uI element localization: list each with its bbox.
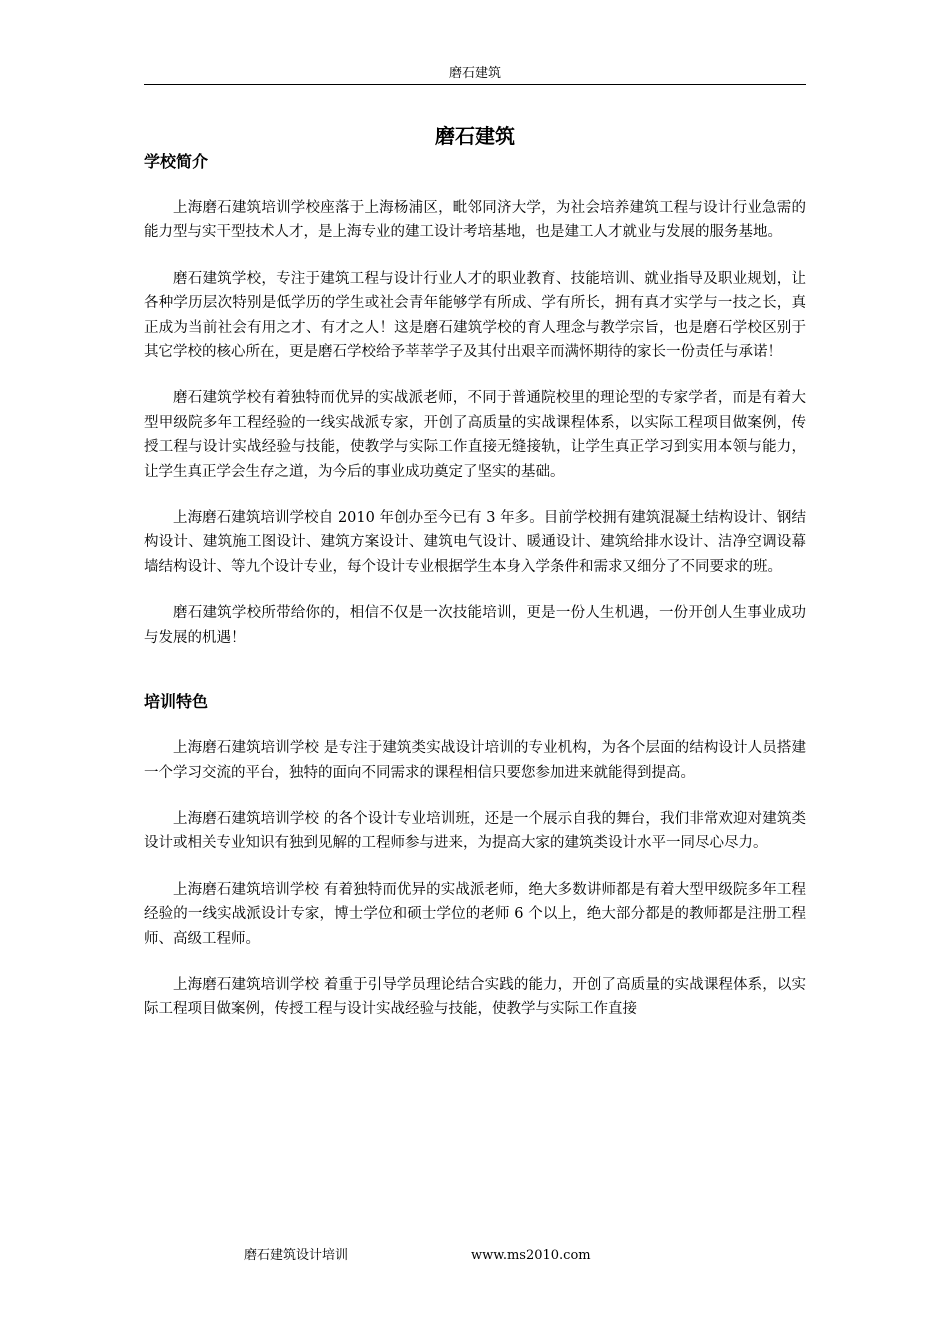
paragraph: 磨石建筑学校有着独特而优异的实战派老师，不同于普通院校里的理论型的专家学者，而是有着大型甲级院多年工程经验的一线实战派专家，开创了高质量的实战课程体系，以实际工程项目做案例，传授工程与设计实战经验与技能，使教学与实际工作直接无缝接轨，让学生真正学习到实用本领与能力，让学生真正学会生存之道，为今后的事业成功奠定了坚实的基础。: [144, 390, 806, 480]
paragraph: 上海磨石建筑培训学校 着重于引导学员理论结合实践的能力，开创了高质量的实战课程体系，以实际工程项目做案例，传授工程与设计实战经验与技能，使教学与实际工作直接: [144, 976, 806, 1018]
paragraph: 上海磨石建筑培训学校自 2010 年创办至今已有 3 年多。目前学校拥有建筑混凝土结构设计、钢结构设计、建筑施工图设计、建筑方案设计、建筑电气设计、暖通设计、建筑给排水设计、洁净空调设幕墙结构设计、等九个设计专业，每个设计专业根据学生本身入学条件和需求又细分了不同要求的班。: [144, 510, 806, 575]
footer-website: www.ms2010.com: [471, 1248, 591, 1263]
paragraph: 上海磨石建筑培训学校座落于上海杨浦区，毗邻同济大学，为社会培养建筑工程与设计行业急需的能力型与实干型技术人才，是上海专业的建工设计考培基地，也是建工人才就业与发展的服务基地。: [144, 200, 806, 241]
document-title: 磨石建筑: [435, 124, 515, 148]
paragraph: 上海磨石建筑培训学校 是专注于建筑类实战设计培训的专业机构，为各个层面的结构设计人员搭建一个学习交流的平台，独特的面向不同需求的课程相信只要您参加进来就能得到提高。: [144, 740, 806, 781]
paragraph: 上海磨石建筑培训学校 有着独特而优异的实战派老师，绝大多数讲师都是有着大型甲级院多年工程经验的一线实战派设计专家，博士学位和硕士学位的老师 6 个以上，绝大部分都是的教师都是注册工程师、高级工程师。: [144, 881, 806, 947]
paragraph: 上海磨石建筑培训学校 的各个设计专业培训班，还是一个展示自我的舞台，我们非常欢迎对建筑类设计或相关专业知识有独到见解的工程师参与进来，为提高大家的建筑类设计水平一同尽心尽力。: [144, 810, 806, 852]
header-divider: [144, 84, 806, 85]
section-heading-school-intro: 学校简介: [144, 152, 209, 171]
page-header: 磨石建筑: [448, 66, 501, 81]
document-body: [144, 122, 806, 1044]
paragraph: 磨石建筑学校所带给你的，相信不仅是一次技能培训，更是一份人生机遇，一份开创人生事业成功与发展的机遇！: [144, 605, 806, 646]
footer-title: 磨石建筑设计培训: [244, 1248, 349, 1263]
section-heading-training-features: 培训特色: [144, 692, 209, 712]
paragraph: 磨石建筑学校，专注于建筑工程与设计行业人才的职业教育、技能培训、就业指导及职业规划，让各种学历层次特别是低学历的学生或社会青年能够学有所成、学有所长，拥有真才实学与一技之长，真正成为当前社会有用之才、有才之人！这是磨石建筑学校的育人理念与教学宗旨，也是磨石学校区别于其它学校的核心所在，更是磨石学校给予莘莘学子及其付出艰辛而满怀期待的家长一份责任与承诺！: [144, 270, 806, 361]
